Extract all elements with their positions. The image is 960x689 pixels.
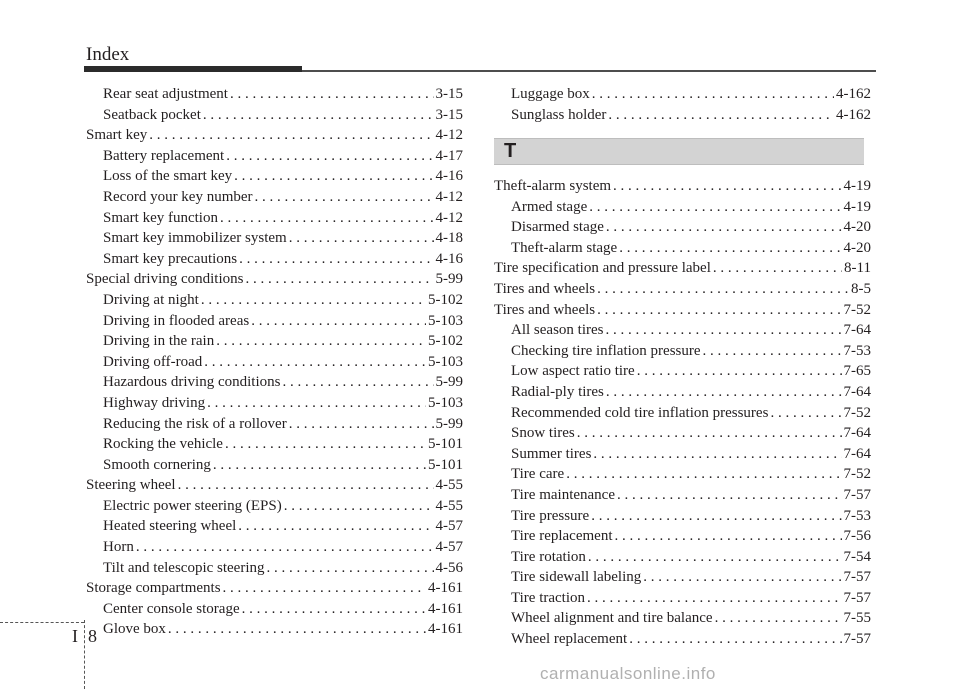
index-term: Driving in the rain (103, 333, 215, 350)
index-page-ref: 7-52 (843, 404, 871, 421)
section-letter: T (504, 140, 517, 162)
dot-leader (577, 423, 842, 444)
dot-leader (591, 506, 841, 527)
dot-leader (619, 238, 841, 259)
index-term: Wheel replacement (511, 631, 628, 648)
index-term: Tire rotation (511, 548, 586, 565)
index-page-ref: 7-54 (843, 548, 871, 565)
index-page-ref: 7-57 (843, 631, 871, 648)
index-entry (86, 105, 463, 126)
header-rule-accent (84, 66, 302, 72)
index-term: Snow tires (511, 425, 575, 442)
index-entry (86, 352, 463, 373)
index-page-ref: 7-64 (843, 445, 871, 462)
index-entry (494, 506, 871, 527)
index-term: Tire specification and pressure label (494, 260, 711, 277)
dot-leader (242, 599, 426, 620)
index-page-ref: 8-5 (851, 280, 871, 297)
dot-leader (289, 414, 434, 435)
dot-leader (267, 558, 434, 579)
dot-leader (617, 485, 842, 506)
index-entry (494, 258, 871, 279)
footer-section-letter: I (72, 626, 78, 646)
dot-leader (597, 300, 841, 321)
index-term: Seatback pocket (103, 106, 201, 123)
index-entry (86, 290, 463, 311)
index-entry (494, 485, 871, 506)
index-term: Wheel alignment and tire balance (511, 610, 713, 627)
index-page-ref: 4-57 (435, 539, 463, 556)
index-page-ref: 7-55 (843, 610, 871, 627)
index-term: Radial-ply tires (511, 383, 604, 400)
dot-leader (136, 537, 434, 558)
index-term: Tire traction (511, 589, 586, 606)
index-entry (494, 403, 871, 424)
index-page-ref: 4-57 (435, 518, 463, 535)
index-term: Armed stage (511, 198, 588, 215)
dot-leader (178, 475, 434, 496)
index-entry (86, 166, 463, 187)
index-term: Hazardous driving conditions (103, 374, 281, 391)
dot-leader (589, 197, 841, 218)
index-entry (494, 341, 871, 362)
index-term: Checking tire inflation pressure (511, 342, 701, 359)
index-term: Storage compartments (86, 580, 221, 597)
dot-leader (203, 105, 434, 126)
index-page-ref: 4-17 (435, 147, 463, 164)
index-term: Recommended cold tire inflation pressures (511, 404, 769, 421)
index-entry (494, 361, 871, 382)
dot-leader (239, 249, 433, 270)
dot-leader (226, 146, 433, 167)
dot-leader (606, 217, 842, 238)
index-entry (86, 249, 463, 270)
dot-leader (629, 629, 841, 650)
index-page-ref: 4-55 (435, 497, 463, 514)
dot-leader (220, 208, 434, 229)
dot-leader (245, 269, 433, 290)
index-page-ref: 4-20 (843, 219, 871, 236)
index-page-ref: 4-161 (428, 580, 463, 597)
index-page-ref: 5-102 (428, 333, 463, 350)
index-term: Battery replacement (103, 147, 225, 164)
index-term: Special driving conditions (86, 271, 244, 288)
dot-leader (608, 105, 834, 126)
dot-leader (168, 619, 426, 640)
index-entry (86, 393, 463, 414)
index-entry (86, 208, 463, 229)
index-entry (86, 455, 463, 476)
dot-leader (204, 352, 426, 373)
dot-leader (597, 279, 849, 300)
index-term: Luggage box (511, 86, 590, 102)
index-term: Driving in flooded areas (103, 312, 250, 329)
footer-divider-horizontal (0, 622, 84, 623)
index-entry (86, 372, 463, 393)
index-page-ref: 5-99 (435, 374, 463, 391)
index-page-ref: 7-57 (843, 486, 871, 503)
index-entry (86, 578, 463, 599)
index-page-ref: 4-12 (435, 188, 463, 205)
index-entry (494, 423, 871, 444)
dot-leader (588, 547, 842, 568)
index-page-ref: 4-161 (428, 600, 463, 617)
index-page-ref: 7-56 (843, 528, 871, 545)
index-page-ref: 4-18 (435, 230, 463, 247)
index-page-ref: 4-16 (435, 250, 463, 267)
dot-leader (715, 608, 842, 629)
index-entry (494, 547, 871, 568)
index-term: Tire care (511, 466, 565, 483)
index-term: Reducing the risk of a rollover (103, 415, 287, 432)
index-entry (494, 84, 871, 105)
index-term: Steering wheel (86, 477, 176, 494)
index-column-right (494, 176, 871, 650)
index-term: Rear seat adjustment (103, 86, 228, 102)
dot-leader (593, 444, 841, 465)
dot-leader (238, 516, 433, 537)
index-entry (86, 619, 463, 640)
index-page-ref: 5-103 (428, 394, 463, 411)
index-term: Smart key function (103, 209, 218, 226)
dot-leader (216, 331, 426, 352)
dot-leader (149, 125, 433, 146)
index-page-ref: 5-101 (428, 456, 463, 473)
index-page-ref: 7-64 (843, 425, 871, 442)
index-entry (86, 516, 463, 537)
index-entry (494, 197, 871, 218)
dot-leader (615, 526, 842, 547)
index-term: Tire replacement (511, 528, 613, 545)
dot-leader (713, 258, 842, 279)
index-entry (494, 464, 871, 485)
index-entry (86, 414, 463, 435)
watermark: carmanualsonline.info (540, 664, 716, 683)
index-page-ref: 7-65 (843, 363, 871, 380)
index-page-ref: 7-64 (843, 322, 871, 339)
dot-leader (230, 84, 434, 105)
index-page-ref: 4-16 (435, 168, 463, 185)
index-page-ref: 4-56 (435, 559, 463, 576)
index-entry (494, 238, 871, 259)
dot-leader (637, 361, 842, 382)
index-page-ref: 4-161 (428, 621, 463, 638)
dot-leader (282, 372, 433, 393)
index-page-ref: 7-64 (843, 383, 871, 400)
index-page-ref: 5-102 (428, 291, 463, 308)
index-term: Record your key number (103, 188, 253, 205)
index-term: Tire sidewall labeling (511, 569, 642, 586)
index-page-ref: 7-57 (843, 589, 871, 606)
dot-leader (289, 228, 434, 249)
index-page-ref: 5-99 (435, 271, 463, 288)
index-term: Theft-alarm system (494, 178, 612, 194)
index-term: Disarmed stage (511, 219, 604, 236)
index-entry (494, 444, 871, 465)
index-entry (86, 187, 463, 208)
index-term: Driving at night (103, 291, 199, 308)
index-page-ref: 8-11 (844, 260, 871, 277)
dot-leader (605, 320, 841, 341)
index-column-right-top (494, 84, 871, 125)
index-term: Center console storage (103, 600, 240, 617)
index-entry (494, 217, 871, 238)
index-term: Tire maintenance (511, 486, 615, 503)
dot-leader (207, 393, 426, 414)
index-entry (494, 105, 871, 126)
index-page-ref: 5-101 (428, 436, 463, 453)
index-page-ref: 4-162 (836, 86, 871, 102)
index-page-ref: 4-20 (843, 239, 871, 256)
dot-leader (234, 166, 433, 187)
dot-leader (255, 187, 434, 208)
dot-leader (587, 588, 841, 609)
index-entry (494, 629, 871, 650)
index-entry (86, 558, 463, 579)
index-entry (494, 279, 871, 300)
dot-leader (223, 578, 426, 599)
index-page-ref: 4-12 (435, 209, 463, 226)
index-term: Sunglass holder (511, 106, 607, 123)
index-page-ref: 7-52 (843, 301, 871, 318)
index-entry (86, 537, 463, 558)
index-term: Driving off-road (103, 353, 203, 370)
index-entry (86, 125, 463, 146)
index-column-left (86, 84, 463, 640)
dot-leader (770, 403, 841, 424)
dot-leader (251, 311, 426, 332)
index-entry (86, 496, 463, 517)
index-term: Tilt and telescopic steering (103, 559, 265, 576)
index-term: Smart key (86, 127, 148, 144)
index-term: Highway driving (103, 394, 206, 411)
index-entry (86, 599, 463, 620)
index-term: Loss of the smart key (103, 168, 233, 185)
index-page-ref: 7-53 (843, 342, 871, 359)
index-term: Rocking the vehicle (103, 436, 223, 453)
section-header-t (494, 138, 864, 165)
index-term: Glove box (103, 621, 166, 638)
index-page-ref: 7-53 (843, 507, 871, 524)
footer-divider-vertical (84, 620, 85, 689)
index-page-ref: 5-103 (428, 312, 463, 329)
index-term: Low aspect ratio tire (511, 363, 635, 380)
page-title: Index (86, 44, 130, 65)
index-entry (86, 331, 463, 352)
index-entry (86, 434, 463, 455)
index-term: Tires and wheels (494, 280, 596, 297)
index-entry (494, 588, 871, 609)
dot-leader (213, 455, 426, 476)
index-page-ref: 5-103 (428, 353, 463, 370)
index-entry (494, 526, 871, 547)
index-page-ref: 4-19 (843, 178, 871, 194)
index-term: Theft-alarm stage (511, 239, 618, 256)
index-entry (86, 228, 463, 249)
index-term: Smart key immobilizer system (103, 230, 287, 247)
index-term: Horn (103, 539, 134, 556)
index-page-ref: 5-99 (435, 415, 463, 432)
index-entry (494, 176, 871, 197)
index-term: Tire pressure (511, 507, 590, 524)
dot-leader (606, 382, 842, 403)
index-entry (86, 269, 463, 290)
index-page-ref: 3-15 (435, 106, 463, 123)
dot-leader (643, 567, 841, 588)
index-term: Summer tires (511, 445, 592, 462)
index-term: Electric power steering (EPS) (103, 497, 282, 514)
index-page-ref: 7-52 (843, 466, 871, 483)
index-term: Heated steering wheel (103, 518, 237, 535)
dot-leader (201, 290, 426, 311)
dot-leader (613, 176, 841, 197)
index-page-ref: 4-19 (843, 198, 871, 215)
dot-leader (592, 84, 834, 105)
index-page-ref: 4-12 (435, 127, 463, 144)
index-page-ref: 4-162 (836, 106, 871, 123)
dot-leader (566, 464, 841, 485)
index-page-ref: 4-55 (435, 477, 463, 494)
index-entry (494, 608, 871, 629)
index-page-ref: 3-15 (435, 86, 463, 102)
index-entry (86, 475, 463, 496)
index-term: Smooth cornering (103, 456, 211, 473)
index-entry (494, 382, 871, 403)
index-entry (86, 146, 463, 167)
index-entry (494, 567, 871, 588)
dot-leader (284, 496, 434, 517)
footer-page-number: 8 (88, 626, 97, 646)
dot-leader (703, 341, 842, 362)
index-term: Tires and wheels (494, 301, 596, 318)
index-term: Smart key precautions (103, 250, 238, 267)
index-page-ref: 7-57 (843, 569, 871, 586)
index-entry (86, 84, 463, 105)
index-entry (494, 300, 871, 321)
index-entry (494, 320, 871, 341)
index-entry (86, 311, 463, 332)
index-term: All season tires (511, 322, 604, 339)
dot-leader (225, 434, 426, 455)
